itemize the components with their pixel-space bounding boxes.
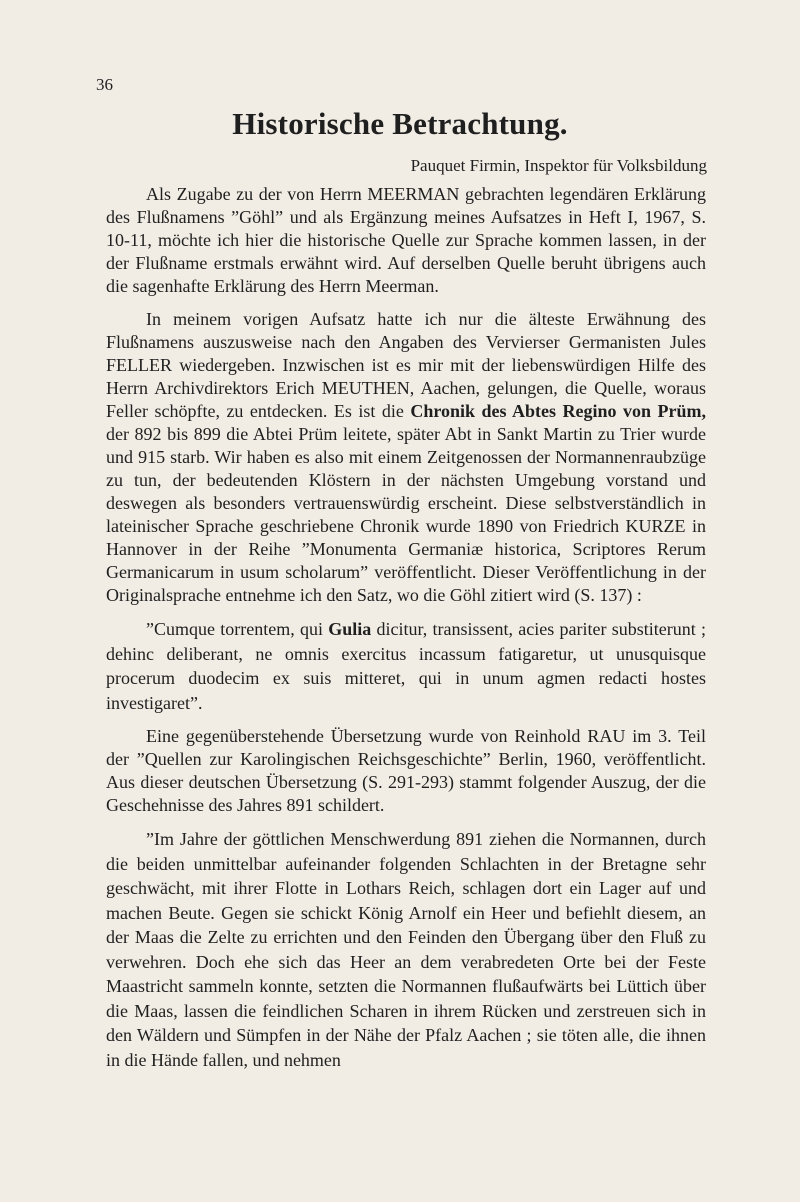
quotation-text: dicitur, transissent, acies pariter substiterunt ; dehinc deliberant, ne omnis exercitus incassum fatigaretur, ut unusquisque procerum duodecim ex suis mitteret, qui in unum agmen redacti hostes investigaret”. xyxy=(106,619,706,713)
page-number: 36 xyxy=(96,75,113,94)
author-byline: Pauquet Firmin, Inspektor für Volksbildung xyxy=(410,156,707,175)
german-translation-excerpt: ”Im Jahre der göttlichen Menschwerdung 891 ziehen die Normannen, durch die beiden unmittelbar aufeinander folgenden Schlachten in der Bretagne sehr geschwächt, mit ihrer Flotte in Lothars Reich, schlagen dort ein Lager auf und machen Beute. Gegen sie schickt König Arnolf ein Heer und befiehlt diesem, an der Maas die Zelte zu errichten und den Feinden den Übergang über den Fluß zu verwehren. Doch ehe sich das Heer an dem verabredeten Orte bei der Feste Maastricht sammeln konnte, setzten die Normannen flußaufwärts bei Lüttich über die Maas, lassen die feindlichen Scharen in ihrem Rücken und zerstreuen sich in den Wäldern und Sümpfen in der Nähe der Pfalz Aachen ; sie töten alle, die ihnen in die Hände fallen, und nehmen xyxy=(106,829,706,1070)
river-name-emphasis: Gulia xyxy=(328,619,372,639)
article-body xyxy=(106,183,706,1072)
latin-quotation xyxy=(106,617,706,715)
quotation-text: ”Cumque torrentem, qui xyxy=(146,619,329,639)
paragraph-introduction: Als Zugabe zu der von Herrn MEERMAN gebrachten legendären Erklärung des Flußnamens ”Göhl” und als Ergänzung meines Aufsatzes in Heft I, 1967, S. 10-11, möchte ich hier die historische Quelle zur Sprache kommen lassen, in der der Flußname erstmals erwähnt wird. Auf derselben Quelle beruht übrigens auch die sagenhafte Erklärung des Herrn Meerman. xyxy=(106,184,706,296)
paragraph-text: der 892 bis 899 die Abtei Prüm leitete, später Abt in Sankt Martin zu Trier wurde und 915 starb. Wir haben es also mit einem Zeitgenossen der Normannenraubzüge zu tun, der bedeutenden Klöstern in der nächsten Umgebung vorstand und deswegen als besonders vertrauenswürdig erscheint. Diese selbstverständlich in lateinischer Sprache geschriebene Chronik wurde 1890 von Friedrich KURZE in Hannover in der Reihe ”Monumenta Germaniæ historica, Scriptores Rerum Germanicarum in usum scholarum” veröffentlicht. Dieser Veröffentlichung in der Originalsprache entnehme ich den Satz, wo die Göhl zitiert wird (S. 137) : xyxy=(106,424,706,605)
chronicle-title-emphasis: Chronik des Abtes Regino von Prüm, xyxy=(410,401,706,421)
paragraph-text: In meinem vorigen Aufsatz hatte ich nur die älteste Erwähnung des Flußnamens auszusweise nach den Angaben des Vervierser Germanisten Jules FELLER wiedergeben. Inzwischen ist es mir mit der liebenswürdigen Hilfe des Herrn Archivdirektors Erich MEUTHEN, Aachen, gelungen, die Quelle, woraus Feller schöpfte, zu entdecken. Es ist die xyxy=(106,309,706,421)
article-title: Historische Betrachtung. xyxy=(232,106,568,141)
paragraph-source-discovery xyxy=(106,308,706,607)
paragraph-translation-note: Eine gegenüberstehende Übersetzung wurde von Reinhold RAU im 3. Teil der ”Quellen zur Karolingischen Reichsgeschichte” Berlin, 1960, veröffentlicht. Aus dieser deutschen Übersetzung (S. 291-293) stammt folgender Auszug, der die Geschehnisse des Jahres 891 schildert. xyxy=(106,726,706,815)
